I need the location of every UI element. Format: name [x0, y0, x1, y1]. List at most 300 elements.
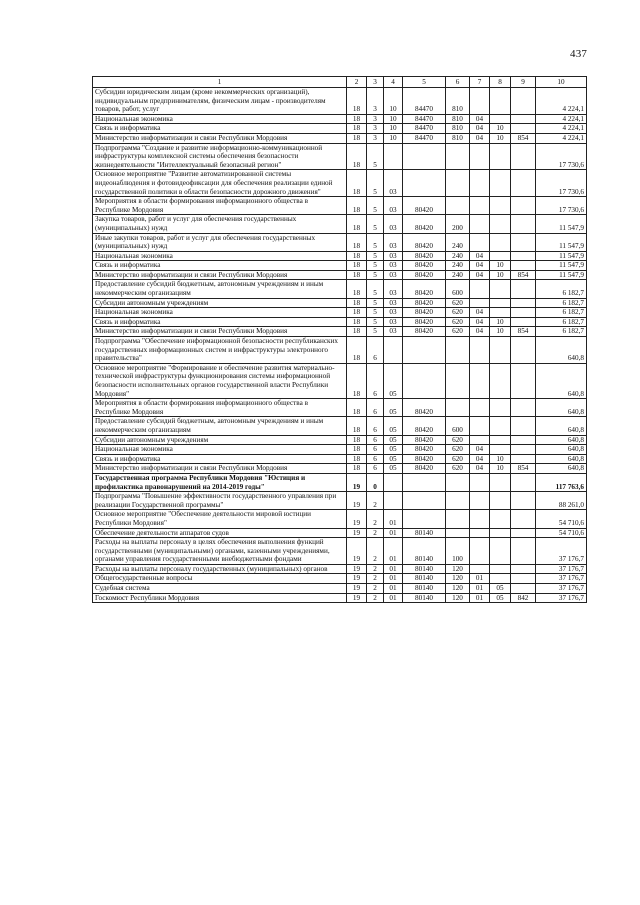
- row-name-cell: Мероприятия в области формирования информационного общества в Республике Мордовия: [93, 197, 347, 215]
- subdivision-code-cell: [490, 114, 511, 124]
- division-code-cell: 04: [470, 317, 490, 327]
- event-code-cell: [384, 143, 403, 170]
- division-code-cell: [470, 298, 490, 308]
- expense-type-cell: [446, 528, 470, 538]
- subprogram-code-cell: 2: [367, 593, 384, 603]
- administrator-code-cell: [511, 574, 536, 584]
- header-cell: 3: [367, 77, 384, 88]
- subdivision-code-cell: 10: [490, 317, 511, 327]
- expense-type-cell: 810: [446, 114, 470, 124]
- direction-code-cell: 80420: [403, 454, 446, 464]
- subdivision-code-cell: [490, 308, 511, 318]
- expense-type-cell: 620: [446, 454, 470, 464]
- table-row: [93, 454, 587, 464]
- direction-code-cell: 80420: [403, 197, 446, 215]
- expense-type-cell: 810: [446, 124, 470, 134]
- header-cell: 2: [347, 77, 367, 88]
- section-code-cell: 18: [347, 317, 367, 327]
- amount-cell: 6 182,7: [536, 327, 587, 337]
- subdivision-code-cell: [490, 492, 511, 510]
- administrator-code-cell: [511, 114, 536, 124]
- page-number: 437: [570, 48, 588, 60]
- division-code-cell: [470, 280, 490, 298]
- row-name-cell: Связь и информатика: [93, 124, 347, 134]
- expense-type-cell: [446, 143, 470, 170]
- row-name-cell: Национальная экономика: [93, 114, 347, 124]
- direction-code-cell: 80420: [403, 298, 446, 308]
- administrator-code-cell: [511, 124, 536, 134]
- table-row: [93, 88, 587, 115]
- administrator-code-cell: [511, 564, 536, 574]
- table-row: [93, 280, 587, 298]
- amount-cell: 640,8: [536, 399, 587, 417]
- section-code-cell: 18: [347, 114, 367, 124]
- subdivision-code-cell: 10: [490, 454, 511, 464]
- event-code-cell: 01: [384, 574, 403, 584]
- expense-type-cell: 810: [446, 88, 470, 115]
- administrator-code-cell: [511, 473, 536, 491]
- subprogram-code-cell: 5: [367, 251, 384, 261]
- administrator-code-cell: [511, 363, 536, 398]
- division-code-cell: 01: [470, 574, 490, 584]
- event-code-cell: 01: [384, 593, 403, 603]
- amount-cell: 4 224,1: [536, 114, 587, 124]
- administrator-code-cell: [511, 528, 536, 538]
- section-code-cell: 19: [347, 528, 367, 538]
- expense-type-cell: [446, 337, 470, 364]
- section-code-cell: 18: [347, 417, 367, 435]
- expense-type-cell: 600: [446, 280, 470, 298]
- administrator-code-cell: [511, 454, 536, 464]
- amount-cell: 54 710,6: [536, 510, 587, 528]
- subdivision-code-cell: 10: [490, 464, 511, 474]
- division-code-cell: 01: [470, 584, 490, 594]
- table-row: [93, 270, 587, 280]
- administrator-code-cell: [511, 417, 536, 435]
- administrator-code-cell: [511, 197, 536, 215]
- table-row: [93, 445, 587, 455]
- row-name-cell: Закупка товаров, работ и услуг для обеспечения государственных (муниципальных) нужд: [93, 215, 347, 233]
- division-code-cell: [470, 564, 490, 574]
- subdivision-code-cell: 05: [490, 593, 511, 603]
- row-name-cell: Основное мероприятие "Формирование и обеспечение развития материально-технической инфраструктуры функционирования системы информационной безопасности исполнительных органов государственной власти Республики Мордовия": [93, 363, 347, 398]
- section-code-cell: 18: [347, 270, 367, 280]
- row-name-cell: Госкомюст Республики Мордовия: [93, 593, 347, 603]
- subprogram-code-cell: 5: [367, 327, 384, 337]
- expense-type-cell: [446, 492, 470, 510]
- subprogram-code-cell: 5: [367, 261, 384, 271]
- subprogram-code-cell: 5: [367, 197, 384, 215]
- section-code-cell: 18: [347, 124, 367, 134]
- expense-type-cell: 240: [446, 270, 470, 280]
- row-name-cell: Мероприятия в области формирования информационного общества в Республике Мордовия: [93, 399, 347, 417]
- row-name-cell: Судебная система: [93, 584, 347, 594]
- direction-code-cell: [403, 510, 446, 528]
- subprogram-code-cell: 6: [367, 445, 384, 455]
- event-code-cell: [384, 473, 403, 491]
- subdivision-code-cell: [490, 574, 511, 584]
- division-code-cell: 04: [470, 133, 490, 143]
- event-code-cell: 03: [384, 261, 403, 271]
- subprogram-code-cell: 6: [367, 454, 384, 464]
- expense-type-cell: 620: [446, 445, 470, 455]
- direction-code-cell: 80420: [403, 261, 446, 271]
- row-name-cell: Основное мероприятие "Развитие автоматизированной системы видеонаблюдения и фотовидеофиксации для обеспечения реализации единой государственной политики в области безопасности дорожного движения": [93, 170, 347, 197]
- direction-code-cell: [403, 143, 446, 170]
- division-code-cell: [470, 417, 490, 435]
- amount-cell: 11 547,9: [536, 233, 587, 251]
- row-name-cell: Общегосударственные вопросы: [93, 574, 347, 584]
- table-row: [93, 464, 587, 474]
- subdivision-code-cell: 10: [490, 261, 511, 271]
- direction-code-cell: 80420: [403, 399, 446, 417]
- header-cell: 1: [93, 77, 347, 88]
- subprogram-code-cell: 5: [367, 270, 384, 280]
- subprogram-code-cell: 2: [367, 538, 384, 565]
- row-name-cell: Связь и информатика: [93, 454, 347, 464]
- row-name-cell: Подпрограмма "Создание и развитие информационно-коммуникационной инфраструктуры комплексной системы обеспечения безопасности жизнедеятельности "Интеллектуальный безопасный регион": [93, 143, 347, 170]
- subprogram-code-cell: 3: [367, 88, 384, 115]
- section-code-cell: 18: [347, 133, 367, 143]
- division-code-cell: 04: [470, 445, 490, 455]
- header-cell: 5: [403, 77, 446, 88]
- table-row: [93, 124, 587, 134]
- amount-cell: 117 763,6: [536, 473, 587, 491]
- subdivision-code-cell: [490, 528, 511, 538]
- division-code-cell: [470, 363, 490, 398]
- table-row: [93, 510, 587, 528]
- expense-type-cell: 200: [446, 215, 470, 233]
- administrator-code-cell: 842: [511, 593, 536, 603]
- section-code-cell: 19: [347, 492, 367, 510]
- division-code-cell: [470, 399, 490, 417]
- administrator-code-cell: [511, 170, 536, 197]
- table-row: [93, 327, 587, 337]
- administrator-code-cell: [511, 492, 536, 510]
- expense-type-cell: 120: [446, 584, 470, 594]
- direction-code-cell: 80420: [403, 251, 446, 261]
- event-code-cell: 05: [384, 435, 403, 445]
- subprogram-code-cell: 0: [367, 473, 384, 491]
- amount-cell: 37 176,7: [536, 574, 587, 584]
- amount-cell: 54 710,6: [536, 528, 587, 538]
- subdivision-code-cell: [490, 197, 511, 215]
- table-row: [93, 114, 587, 124]
- subprogram-code-cell: 6: [367, 435, 384, 445]
- amount-cell: 6 182,7: [536, 317, 587, 327]
- header-cell: 9: [511, 77, 536, 88]
- event-code-cell: 03: [384, 327, 403, 337]
- event-code-cell: 01: [384, 538, 403, 565]
- subprogram-code-cell: 2: [367, 584, 384, 594]
- subprogram-code-cell: 3: [367, 114, 384, 124]
- division-code-cell: 04: [470, 454, 490, 464]
- row-name-cell: Предоставление субсидий бюджетным, автономным учреждениям и иным некоммерческим организациям: [93, 280, 347, 298]
- subprogram-code-cell: 6: [367, 363, 384, 398]
- event-code-cell: 10: [384, 124, 403, 134]
- expense-type-cell: 240: [446, 233, 470, 251]
- table-row: [93, 261, 587, 271]
- expense-type-cell: 620: [446, 464, 470, 474]
- event-code-cell: 10: [384, 88, 403, 115]
- event-code-cell: 10: [384, 133, 403, 143]
- row-name-cell: Обеспечение деятельности аппаратов судов: [93, 528, 347, 538]
- subdivision-code-cell: 10: [490, 133, 511, 143]
- administrator-code-cell: 854: [511, 270, 536, 280]
- header-row: [93, 77, 587, 88]
- subdivision-code-cell: [490, 280, 511, 298]
- section-code-cell: 18: [347, 308, 367, 318]
- table-row: [93, 298, 587, 308]
- amount-cell: 640,8: [536, 445, 587, 455]
- event-code-cell: [384, 337, 403, 364]
- section-code-cell: 19: [347, 584, 367, 594]
- division-code-cell: [470, 215, 490, 233]
- direction-code-cell: 80140: [403, 528, 446, 538]
- expense-type-cell: 620: [446, 317, 470, 327]
- row-name-cell: Министерство информатизации и связи Республики Мордовия: [93, 464, 347, 474]
- row-name-cell: Подпрограмма "Повышение эффективности государственного управления при реализации Государственной программы": [93, 492, 347, 510]
- expense-type-cell: 240: [446, 261, 470, 271]
- expense-type-cell: 620: [446, 435, 470, 445]
- table-row: [93, 143, 587, 170]
- row-name-cell: Субсидии автономным учреждениям: [93, 435, 347, 445]
- amount-cell: 11 547,9: [536, 261, 587, 271]
- division-code-cell: [470, 473, 490, 491]
- row-name-cell: Связь и информатика: [93, 261, 347, 271]
- administrator-code-cell: [511, 233, 536, 251]
- division-code-cell: 04: [470, 270, 490, 280]
- division-code-cell: 04: [470, 308, 490, 318]
- row-name-cell: Иные закупки товаров, работ и услуг для обеспечения государственных (муниципальных) нужд: [93, 233, 347, 251]
- subprogram-code-cell: 5: [367, 280, 384, 298]
- row-name-cell: Министерство информатизации и связи Республики Мордовия: [93, 270, 347, 280]
- administrator-code-cell: [511, 584, 536, 594]
- subdivision-code-cell: [490, 564, 511, 574]
- division-code-cell: [470, 435, 490, 445]
- event-code-cell: 05: [384, 399, 403, 417]
- subdivision-code-cell: 10: [490, 124, 511, 134]
- table-row: [93, 528, 587, 538]
- event-code-cell: 01: [384, 510, 403, 528]
- direction-code-cell: 80420: [403, 327, 446, 337]
- row-name-cell: Национальная экономика: [93, 251, 347, 261]
- direction-code-cell: 80140: [403, 574, 446, 584]
- section-code-cell: 18: [347, 170, 367, 197]
- event-code-cell: 05: [384, 363, 403, 398]
- row-name-cell: Национальная экономика: [93, 445, 347, 455]
- expense-type-cell: [446, 170, 470, 197]
- subdivision-code-cell: [490, 337, 511, 364]
- table-row: [93, 170, 587, 197]
- subprogram-code-cell: 5: [367, 143, 384, 170]
- table-row: [93, 574, 587, 584]
- row-name-cell: Расходы на выплаты персоналу в целях обеспечения выполнения функций государственными (муниципальными) органами, казенными учреждениями, органами управления государственными внебюджетными фондами: [93, 538, 347, 565]
- section-code-cell: 18: [347, 298, 367, 308]
- event-code-cell: 10: [384, 114, 403, 124]
- event-code-cell: 03: [384, 317, 403, 327]
- expense-type-cell: 810: [446, 133, 470, 143]
- section-code-cell: 18: [347, 143, 367, 170]
- administrator-code-cell: [511, 308, 536, 318]
- administrator-code-cell: [511, 538, 536, 565]
- table-row: [93, 337, 587, 364]
- administrator-code-cell: [511, 317, 536, 327]
- section-code-cell: 18: [347, 88, 367, 115]
- event-code-cell: 03: [384, 298, 403, 308]
- table-row: [93, 133, 587, 143]
- direction-code-cell: 80420: [403, 308, 446, 318]
- amount-cell: 4 224,1: [536, 124, 587, 134]
- section-code-cell: 18: [347, 327, 367, 337]
- administrator-code-cell: [511, 280, 536, 298]
- administrator-code-cell: [511, 435, 536, 445]
- amount-cell: 640,8: [536, 417, 587, 435]
- section-code-cell: 19: [347, 574, 367, 584]
- table-body: [93, 88, 587, 603]
- amount-cell: 17 730,6: [536, 197, 587, 215]
- subprogram-code-cell: 6: [367, 399, 384, 417]
- amount-cell: 6 182,7: [536, 280, 587, 298]
- table-row: [93, 584, 587, 594]
- subprogram-code-cell: 3: [367, 133, 384, 143]
- direction-code-cell: 80140: [403, 593, 446, 603]
- division-code-cell: 04: [470, 261, 490, 271]
- division-code-cell: 04: [470, 327, 490, 337]
- section-code-cell: 19: [347, 538, 367, 565]
- row-name-cell: Основное мероприятие "Обеспечение деятельности мировой юстиции Республики Мордовия": [93, 510, 347, 528]
- subdivision-code-cell: 10: [490, 327, 511, 337]
- administrator-code-cell: 854: [511, 133, 536, 143]
- event-code-cell: 05: [384, 445, 403, 455]
- direction-code-cell: 80420: [403, 317, 446, 327]
- amount-cell: 6 182,7: [536, 298, 587, 308]
- direction-code-cell: 80420: [403, 445, 446, 455]
- table-row: [93, 593, 587, 603]
- row-name-cell: Субсидии автономным учреждениям: [93, 298, 347, 308]
- table-row: [93, 492, 587, 510]
- subdivision-code-cell: [490, 215, 511, 233]
- amount-cell: 4 224,1: [536, 88, 587, 115]
- row-name-cell: Министерство информатизации и связи Республики Мордовия: [93, 133, 347, 143]
- event-code-cell: 03: [384, 270, 403, 280]
- direction-code-cell: 80420: [403, 464, 446, 474]
- subprogram-code-cell: 6: [367, 337, 384, 364]
- section-code-cell: 19: [347, 564, 367, 574]
- header-cell: 10: [536, 77, 587, 88]
- subprogram-code-cell: 6: [367, 464, 384, 474]
- amount-cell: 11 547,9: [536, 270, 587, 280]
- direction-code-cell: 84470: [403, 114, 446, 124]
- row-name-cell: Подпрограмма "Обеспечение информационной безопасности республиканских государственных информационных систем и инфраструктуры электронного правительства": [93, 337, 347, 364]
- division-code-cell: 04: [470, 464, 490, 474]
- subdivision-code-cell: [490, 88, 511, 115]
- subprogram-code-cell: 2: [367, 510, 384, 528]
- expense-type-cell: [446, 510, 470, 528]
- amount-cell: 11 547,9: [536, 251, 587, 261]
- subdivision-code-cell: [490, 363, 511, 398]
- division-code-cell: [470, 197, 490, 215]
- section-code-cell: 18: [347, 464, 367, 474]
- direction-code-cell: 84470: [403, 88, 446, 115]
- subprogram-code-cell: 2: [367, 574, 384, 584]
- subdivision-code-cell: [490, 251, 511, 261]
- section-code-cell: 18: [347, 261, 367, 271]
- subdivision-code-cell: [490, 538, 511, 565]
- direction-code-cell: [403, 170, 446, 197]
- direction-code-cell: 80420: [403, 280, 446, 298]
- section-code-cell: 18: [347, 197, 367, 215]
- header-cell: 4: [384, 77, 403, 88]
- subdivision-code-cell: [490, 417, 511, 435]
- row-name-cell: Субсидии юридическим лицам (кроме некоммерческих организаций), индивидуальным предпринимателям, физическим лицам - производителям товаров, работ, услуг: [93, 88, 347, 115]
- header-cell: 8: [490, 77, 511, 88]
- division-code-cell: [470, 88, 490, 115]
- division-code-cell: [470, 233, 490, 251]
- subprogram-code-cell: 5: [367, 317, 384, 327]
- section-code-cell: 19: [347, 473, 367, 491]
- expense-type-cell: 620: [446, 298, 470, 308]
- event-code-cell: 03: [384, 233, 403, 251]
- event-code-cell: [384, 492, 403, 510]
- division-code-cell: 01: [470, 593, 490, 603]
- amount-cell: 640,8: [536, 454, 587, 464]
- expense-type-cell: 100: [446, 538, 470, 565]
- direction-code-cell: 80140: [403, 564, 446, 574]
- direction-code-cell: 80420: [403, 270, 446, 280]
- section-code-cell: 18: [347, 233, 367, 251]
- table-row: [93, 417, 587, 435]
- amount-cell: 37 176,7: [536, 584, 587, 594]
- row-name-cell: Национальная экономика: [93, 308, 347, 318]
- subdivision-code-cell: [490, 473, 511, 491]
- expense-type-cell: 120: [446, 564, 470, 574]
- administrator-code-cell: [511, 510, 536, 528]
- division-code-cell: [470, 143, 490, 170]
- table-row: [93, 308, 587, 318]
- event-code-cell: 05: [384, 417, 403, 435]
- administrator-code-cell: [511, 261, 536, 271]
- amount-cell: 37 176,7: [536, 593, 587, 603]
- subdivision-code-cell: 10: [490, 270, 511, 280]
- direction-code-cell: 80140: [403, 538, 446, 565]
- section-code-cell: 18: [347, 337, 367, 364]
- division-code-cell: 04: [470, 124, 490, 134]
- table-row: [93, 435, 587, 445]
- subprogram-code-cell: 5: [367, 233, 384, 251]
- section-code-cell: 18: [347, 280, 367, 298]
- division-code-cell: 04: [470, 114, 490, 124]
- direction-code-cell: 84470: [403, 124, 446, 134]
- division-code-cell: 04: [470, 251, 490, 261]
- section-code-cell: 19: [347, 510, 367, 528]
- subdivision-code-cell: [490, 233, 511, 251]
- event-code-cell: 03: [384, 215, 403, 233]
- direction-code-cell: 80420: [403, 417, 446, 435]
- division-code-cell: [470, 492, 490, 510]
- direction-code-cell: 80420: [403, 435, 446, 445]
- administrator-code-cell: [511, 399, 536, 417]
- event-code-cell: 03: [384, 280, 403, 298]
- subdivision-code-cell: [490, 298, 511, 308]
- expense-type-cell: [446, 473, 470, 491]
- direction-code-cell: 80140: [403, 584, 446, 594]
- amount-cell: 6 182,7: [536, 308, 587, 318]
- direction-code-cell: 84470: [403, 133, 446, 143]
- section-code-cell: 18: [347, 251, 367, 261]
- administrator-code-cell: [511, 215, 536, 233]
- administrator-code-cell: [511, 445, 536, 455]
